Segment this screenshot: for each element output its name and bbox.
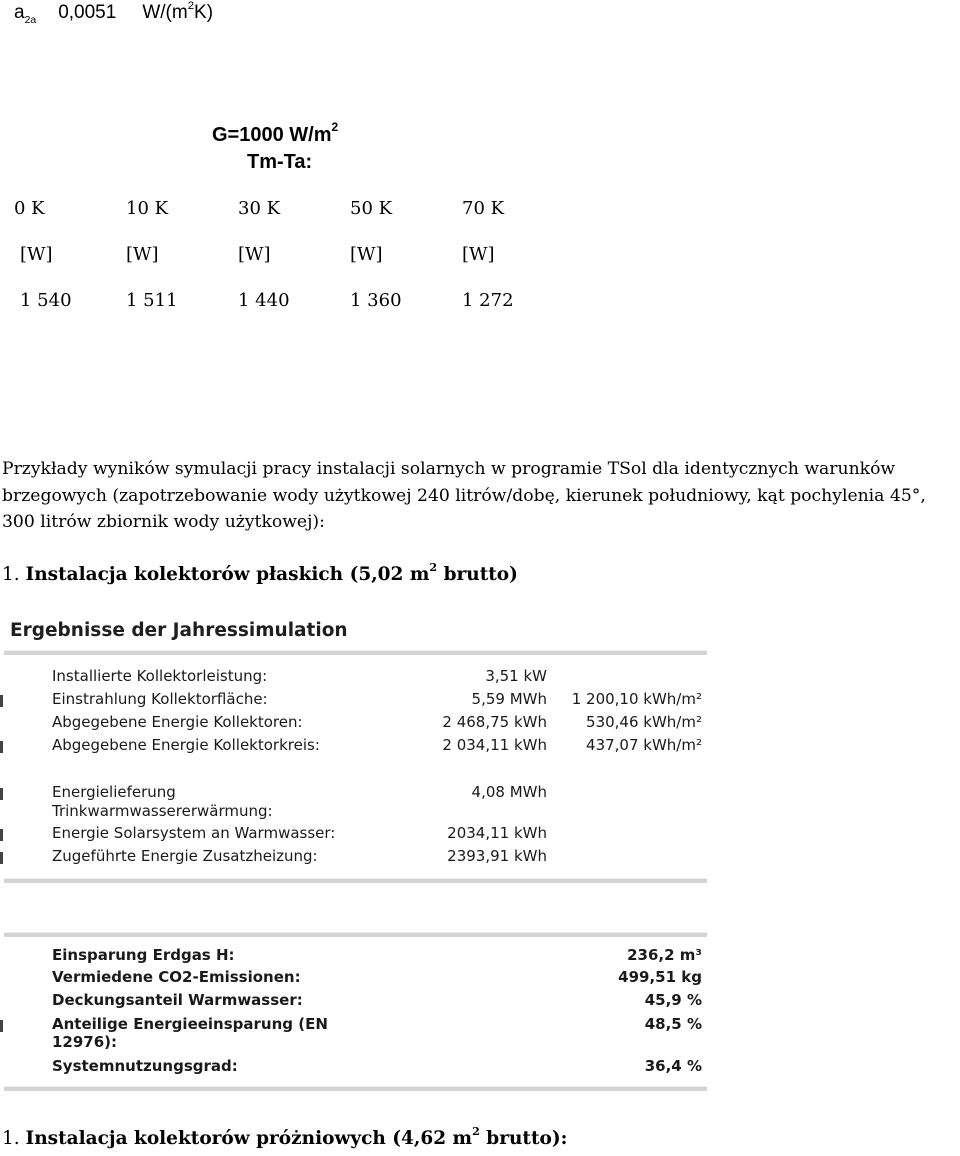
row-marker (0, 788, 3, 800)
row-marker (0, 1020, 3, 1032)
simulation-results-panel (0, 612, 720, 1112)
delta-cell: 50 K (350, 198, 393, 219)
power-value-cell: 1 440 (238, 290, 290, 311)
delta-cell: 70 K (462, 198, 505, 219)
savings-row: 12976): (52, 1033, 118, 1051)
power-value-cell: 1 272 (462, 290, 514, 311)
result-row: Energielieferung 4,08 MWh (0, 783, 710, 805)
result-row: Abgegebene Energie Kollektorkreis: 2 034,11 kWh 437,07 kWh/m² (0, 736, 710, 758)
delta-cell: 10 K (126, 198, 169, 219)
savings-row: Anteilige Energieeinsparung (EN 48,5 % (0, 1015, 710, 1037)
row-marker (0, 695, 3, 707)
unit-cell: [W] (462, 244, 495, 265)
savings-row: Vermiedene CO2-Emissionen: 499,51 kg (52, 968, 702, 986)
result-row: Energie Solarsystem an Warmwasser: 2034,11 kWh (0, 824, 710, 846)
unit-cell: [W] (238, 244, 271, 265)
section-heading-vacuum-collectors: 1. Instalacja kolektorów próżniowych (4,62 $m^2$ brutto): (2, 1124, 568, 1149)
irradiance-heading: G=1000 $W/m^2$ (212, 120, 339, 146)
simulation-title: Ergebnisse der Jahressimulation (10, 620, 348, 641)
result-row: Trinkwarmwassererwärmung: (52, 802, 273, 820)
coef-value: 0,0051 (58, 2, 117, 23)
divider (4, 1086, 707, 1091)
row-marker (0, 829, 3, 841)
intro-paragraph: Przykłady wyników symulacji pracy instalacji solarnych w programie TSol dla identycznych warunków brzegowych (zapotrzebowanie wody użytkowej 240 litrów/dobę, kierunek południowy, kąt pochylenia 45°, 300 litrów zbiornik wody użytkowej): (2, 459, 926, 532)
unit-cell: [W] (350, 244, 383, 265)
coef-symbol: a (14, 2, 25, 23)
temperature-difference-heading: Tm-Ta: (247, 151, 313, 173)
savings-row: Systemnutzungsgrad: 36,4 % (52, 1057, 702, 1075)
divider (4, 878, 707, 883)
result-row: Abgegebene Energie Kollektoren: 2 468,75 kWh 530,46 kWh/m² (52, 713, 702, 731)
section-heading-flat-collectors: 1. Instalacja kolektorów płaskich (5,02 $m^2$ brutto) (2, 560, 518, 585)
result-row: Installierte Kollektorleistung: 3,51 kW (52, 667, 547, 685)
power-value-cell: 1 360 (350, 290, 402, 311)
divider (4, 650, 707, 655)
divider (4, 932, 707, 937)
savings-row: Deckungsanteil Warmwasser: 45,9 % (52, 991, 702, 1009)
coef-unit: $W/(m^2K)$ (142, 0, 214, 23)
unit-cell: [W] (126, 244, 159, 265)
delta-cell: 30 K (238, 198, 281, 219)
result-row: Einstrahlung Kollektorfläche: 5,59 MWh 1 200,10 kWh/m² (0, 690, 710, 712)
savings-row: Einsparung Erdgas H: 236,2 m³ (52, 946, 702, 964)
row-marker (0, 852, 3, 864)
unit-cell: [W] (20, 244, 53, 265)
result-row: Zugeführte Energie Zusatzheizung: 2393,91 kWh (0, 847, 710, 869)
row-marker (0, 741, 3, 753)
coefficient-line (14, 2, 213, 24)
power-value-cell: 1 540 (20, 290, 72, 311)
delta-cell: 0 K (14, 198, 45, 219)
coef-subscript: 2a (24, 14, 37, 26)
power-value-cell: 1 511 (126, 290, 178, 311)
